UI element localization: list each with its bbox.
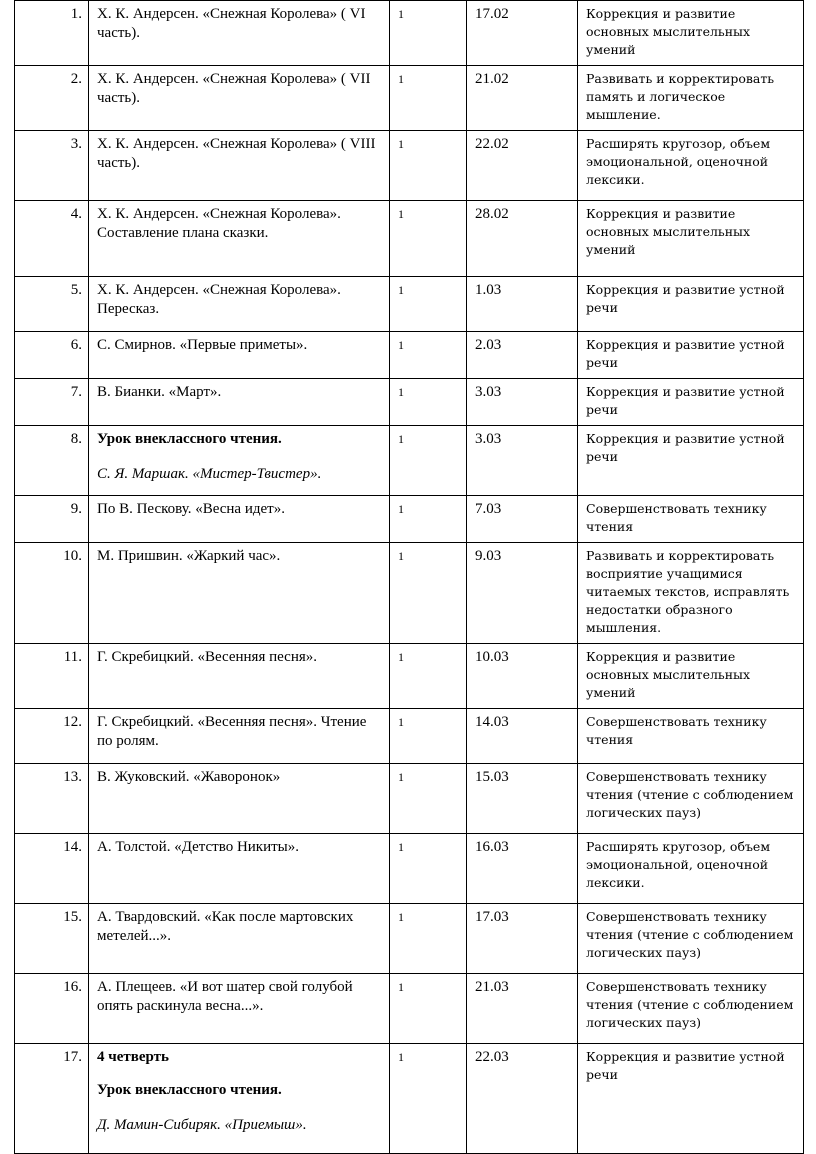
table-body bbox=[15, 1, 804, 1154]
lesson-topic-italic: Д. Мамин-Сибиряк. «Приемыш». bbox=[97, 1117, 307, 1133]
lesson-hours: 1 bbox=[390, 709, 467, 764]
lesson-hours: 1 bbox=[390, 834, 467, 904]
lesson-goal: Коррекция и развитие основных мыслительных умений bbox=[578, 644, 804, 709]
lesson-goal: Развивать и корректировать восприятие учащимися читаемых текстов, исправлять недостатки образного мышления. bbox=[578, 543, 804, 644]
lesson-goal: Коррекция и развитие основных мыслительных умений bbox=[578, 201, 804, 277]
lesson-hours: 1 bbox=[390, 66, 467, 131]
lesson-hours: 1 bbox=[390, 201, 467, 277]
lesson-goal: Развивать и корректировать память и логическое мышление. bbox=[578, 66, 804, 131]
lesson-date: 1.03 bbox=[467, 277, 578, 332]
lesson-topic-italic: С. Я. Маршак. «Мистер-Твистер». bbox=[97, 466, 322, 482]
lesson-date: 16.03 bbox=[467, 834, 578, 904]
lesson-goal: Коррекция и развитие устной речи bbox=[578, 426, 804, 496]
lesson-number: 13. bbox=[15, 764, 89, 834]
lesson-hours: 1 bbox=[390, 974, 467, 1044]
lesson-number: 15. bbox=[15, 904, 89, 974]
lesson-goal: Совершенствовать технику чтения bbox=[578, 496, 804, 543]
table-row bbox=[15, 974, 804, 1044]
lesson-goal: Совершенствовать технику чтения bbox=[578, 709, 804, 764]
lesson-date: 28.02 bbox=[467, 201, 578, 277]
lesson-topic-bold: Урок внеклассного чтения. bbox=[97, 1082, 282, 1098]
lesson-goal: Совершенствовать технику чтения (чтение с соблюдением логических пауз) bbox=[578, 974, 804, 1044]
table-row bbox=[15, 543, 804, 644]
table-row bbox=[15, 1044, 804, 1154]
lesson-topic: В. Жуковский. «Жаворонок» bbox=[89, 764, 390, 834]
lesson-date: 22.02 bbox=[467, 131, 578, 201]
lesson-topic: Х. К. Андерсен. «Снежная Королева» ( VI часть). bbox=[89, 1, 390, 66]
table-row bbox=[15, 131, 804, 201]
lesson-hours: 1 bbox=[390, 1, 467, 66]
lesson-number: 6. bbox=[15, 332, 89, 379]
lesson-date: 22.03 bbox=[467, 1044, 578, 1154]
lesson-topic: Х. К. Андерсен. «Снежная Королева» ( VIII часть). bbox=[89, 131, 390, 201]
lesson-hours: 1 bbox=[390, 277, 467, 332]
lesson-topic: А. Толстой. «Детство Никиты». bbox=[89, 834, 390, 904]
lesson-date: 14.03 bbox=[467, 709, 578, 764]
lesson-topic: Х. К. Андерсен. «Снежная Королева» ( VII часть). bbox=[89, 66, 390, 131]
table-row bbox=[15, 644, 804, 709]
lesson-date: 3.03 bbox=[467, 379, 578, 426]
lesson-date: 7.03 bbox=[467, 496, 578, 543]
table-row bbox=[15, 426, 804, 496]
lesson-topic: Г. Скребицкий. «Весенняя песня». bbox=[89, 644, 390, 709]
lesson-hours: 1 bbox=[390, 131, 467, 201]
lesson-date: 21.02 bbox=[467, 66, 578, 131]
lesson-topic bbox=[89, 426, 390, 496]
lesson-date: 10.03 bbox=[467, 644, 578, 709]
lesson-topic: Х. К. Андерсен. «Снежная Королева». Пересказ. bbox=[89, 277, 390, 332]
table-row bbox=[15, 66, 804, 131]
lesson-topic: В. Бианки. «Март». bbox=[89, 379, 390, 426]
lesson-number: 14. bbox=[15, 834, 89, 904]
lesson-goal: Коррекция и развитие устной речи bbox=[578, 277, 804, 332]
lesson-goal: Коррекция и развитие устной речи bbox=[578, 332, 804, 379]
lesson-goal: Коррекция и развитие устной речи bbox=[578, 379, 804, 426]
lesson-topic: С. Смирнов. «Первые приметы». bbox=[89, 332, 390, 379]
table-row bbox=[15, 904, 804, 974]
lesson-date: 2.03 bbox=[467, 332, 578, 379]
lesson-number: 4. bbox=[15, 201, 89, 277]
lesson-goal: Коррекция и развитие основных мыслительных умений bbox=[578, 1, 804, 66]
lesson-hours: 1 bbox=[390, 426, 467, 496]
lesson-topic: М. Пришвин. «Жаркий час». bbox=[89, 543, 390, 644]
lesson-number: 5. bbox=[15, 277, 89, 332]
lesson-hours: 1 bbox=[390, 332, 467, 379]
table-row bbox=[15, 332, 804, 379]
lesson-date: 21.03 bbox=[467, 974, 578, 1044]
lesson-date: 17.02 bbox=[467, 1, 578, 66]
lesson-date: 17.03 bbox=[467, 904, 578, 974]
table-row bbox=[15, 379, 804, 426]
lesson-goal: Расширять кругозор, объем эмоциональной, оценочной лексики. bbox=[578, 834, 804, 904]
lesson-goal: Коррекция и развитие устной речи bbox=[578, 1044, 804, 1154]
lesson-hours: 1 bbox=[390, 764, 467, 834]
table-row bbox=[15, 201, 804, 277]
lesson-number: 1. bbox=[15, 1, 89, 66]
table-row bbox=[15, 834, 804, 904]
lesson-hours: 1 bbox=[390, 644, 467, 709]
lesson-topic: Х. К. Андерсен. «Снежная Королева». Составление плана сказки. bbox=[89, 201, 390, 277]
lesson-hours: 1 bbox=[390, 543, 467, 644]
lesson-plan-table bbox=[14, 0, 804, 1154]
table-row bbox=[15, 1, 804, 66]
lesson-number: 16. bbox=[15, 974, 89, 1044]
table-row bbox=[15, 709, 804, 764]
lesson-number: 11. bbox=[15, 644, 89, 709]
lesson-topic: По В. Пескову. «Весна идет». bbox=[89, 496, 390, 543]
lesson-goal: Расширять кругозор, объем эмоциональной, оценочной лексики. bbox=[578, 131, 804, 201]
lesson-topic: А. Плещеев. «И вот шатер свой голубой опять раскинула весна...». bbox=[89, 974, 390, 1044]
lesson-date: 15.03 bbox=[467, 764, 578, 834]
lesson-hours: 1 bbox=[390, 379, 467, 426]
lesson-number: 10. bbox=[15, 543, 89, 644]
lesson-goal: Совершенствовать технику чтения (чтение с соблюдением логических пауз) bbox=[578, 904, 804, 974]
lesson-number: 9. bbox=[15, 496, 89, 543]
lesson-topic: Г. Скребицкий. «Весенняя песня». Чтение по ролям. bbox=[89, 709, 390, 764]
lesson-hours: 1 bbox=[390, 904, 467, 974]
table-row bbox=[15, 277, 804, 332]
lesson-number: 12. bbox=[15, 709, 89, 764]
lesson-topic: А. Твардовский. «Как после мартовских метелей...». bbox=[89, 904, 390, 974]
lesson-goal: Совершенствовать технику чтения (чтение с соблюдением логических пауз) bbox=[578, 764, 804, 834]
lesson-number: 7. bbox=[15, 379, 89, 426]
lesson-date: 3.03 bbox=[467, 426, 578, 496]
lesson-hours: 1 bbox=[390, 1044, 467, 1154]
lesson-hours: 1 bbox=[390, 496, 467, 543]
lesson-number: 8. bbox=[15, 426, 89, 496]
lesson-topic bbox=[89, 1044, 390, 1154]
table-row bbox=[15, 496, 804, 543]
lesson-number: 17. bbox=[15, 1044, 89, 1154]
lesson-topic-bold: Урок внеклассного чтения. bbox=[97, 431, 282, 447]
table-row bbox=[15, 764, 804, 834]
lesson-date: 9.03 bbox=[467, 543, 578, 644]
quarter-label: 4 четверть bbox=[97, 1049, 169, 1065]
lesson-number: 3. bbox=[15, 131, 89, 201]
lesson-number: 2. bbox=[15, 66, 89, 131]
